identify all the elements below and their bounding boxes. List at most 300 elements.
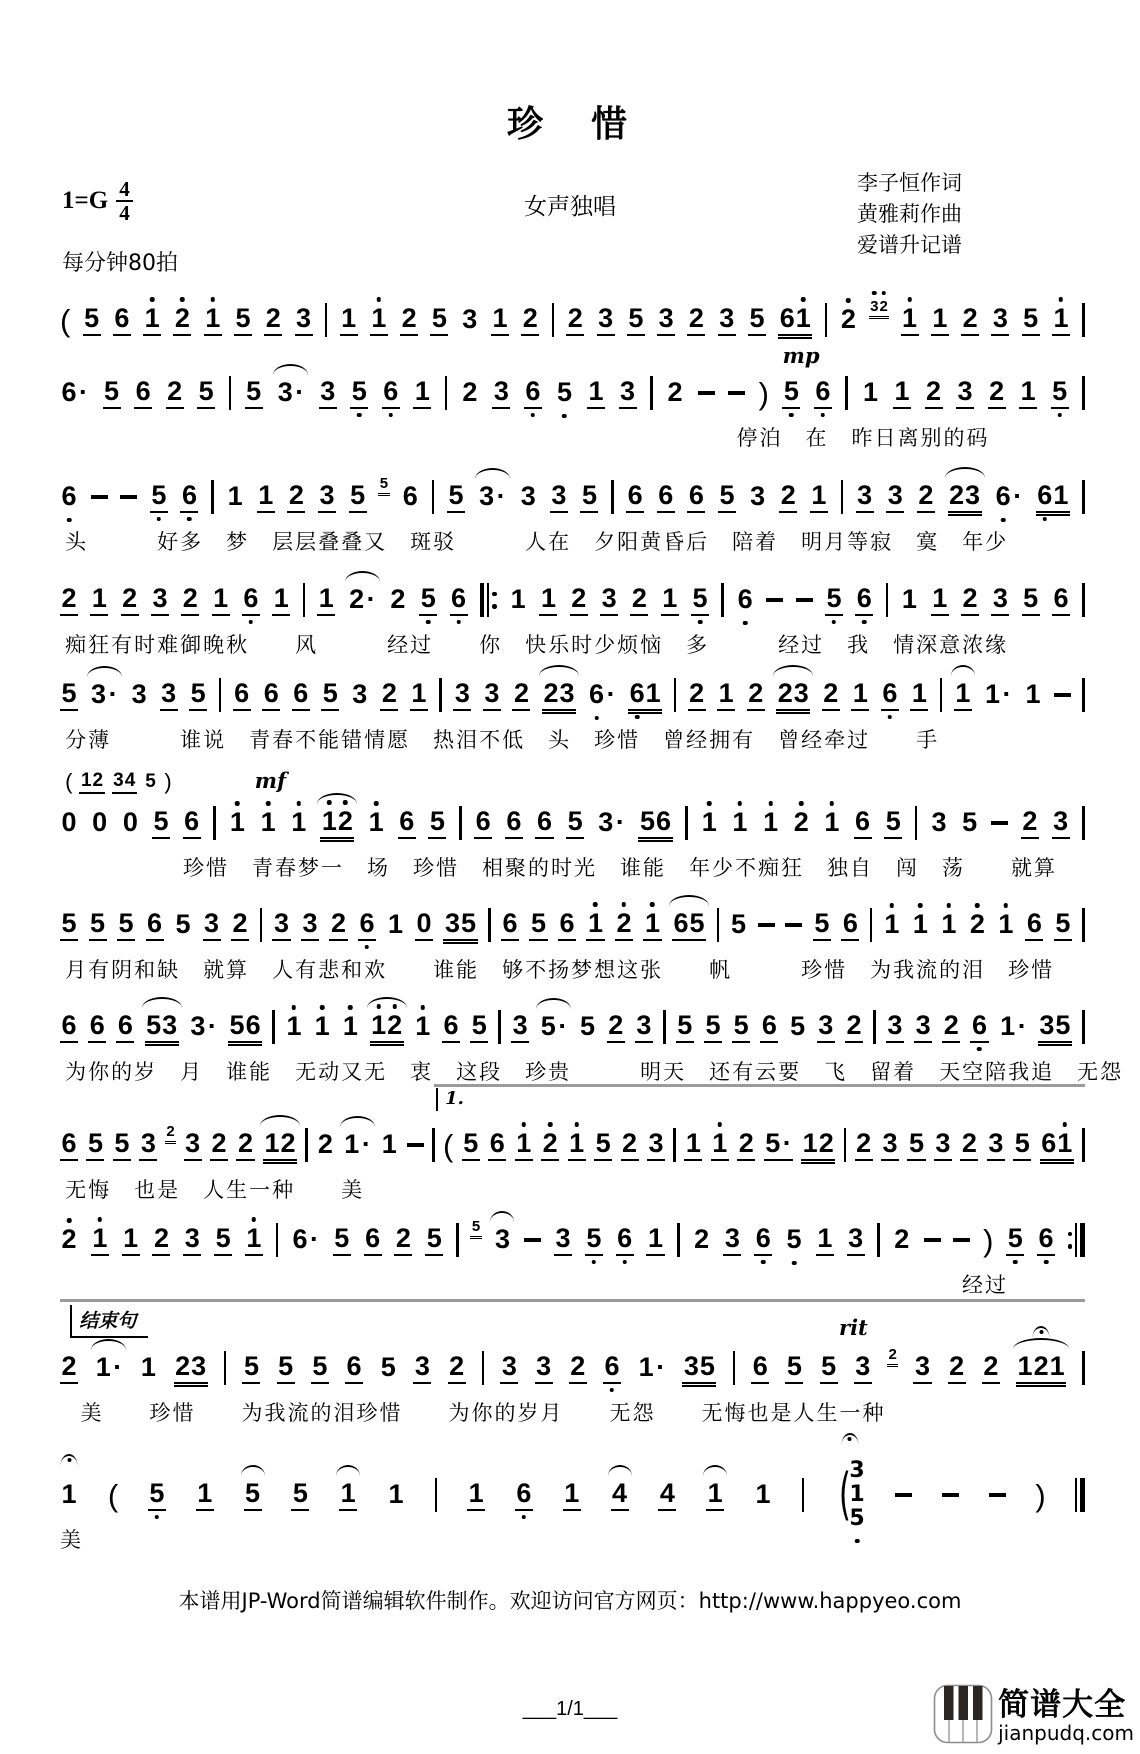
- note: 6: [345, 1352, 363, 1384]
- arpeggio-mark: (: [838, 1461, 851, 1527]
- note: 5: [884, 807, 902, 839]
- note: 5 3: [145, 1011, 179, 1043]
- composer-credit: 黄雅莉作曲: [857, 202, 962, 226]
- barline: [1082, 303, 1085, 337]
- barline: [1082, 1010, 1085, 1044]
- barline: [650, 376, 653, 410]
- note: 5: [580, 481, 598, 513]
- note: 2: [779, 481, 797, 513]
- note: 6: [970, 1011, 988, 1043]
- note: 1: [196, 1479, 214, 1511]
- note: 4: [611, 1479, 629, 1511]
- note: 1: [515, 1129, 533, 1161]
- chord: ( 3 1 5: [834, 1459, 865, 1532]
- note: 5: [529, 909, 547, 941]
- barline: [432, 1128, 435, 1162]
- note: 1: [684, 1129, 702, 1161]
- note: 6: [242, 584, 260, 616]
- note: 3 ·: [190, 1011, 217, 1041]
- grace-note: 2: [166, 1122, 175, 1140]
- note: 5: [785, 1225, 803, 1255]
- song-title: 珍 惜: [506, 103, 633, 145]
- note: 3 5: [682, 1352, 716, 1384]
- note: 2: [960, 1129, 978, 1161]
- slur-arc: [951, 665, 975, 676]
- barline: [432, 480, 435, 514]
- performance-subtitle: 女声独唱: [524, 194, 616, 220]
- note: 3: [462, 304, 478, 334]
- note: 1: [410, 679, 428, 711]
- slur-arc: [703, 1465, 727, 1476]
- note: 5: [148, 1479, 166, 1511]
- note: 3: [856, 481, 874, 513]
- note: 6: [687, 481, 705, 513]
- barline: [673, 1128, 676, 1162]
- note: 2: [630, 584, 648, 616]
- music-system: [60, 768, 1085, 880]
- note: 1: [911, 910, 929, 940]
- note: 1: [931, 304, 949, 336]
- note: 5: [732, 1011, 750, 1043]
- barline: [445, 376, 448, 410]
- note: 2: [541, 1129, 559, 1161]
- lyrics-line: 痴狂有时难御晚秋 风 经过 你 快乐时少烦恼 多 经过 我 情深意浓缘: [65, 633, 1009, 657]
- notation-row: [60, 1217, 1085, 1259]
- note: 1: [954, 679, 972, 711]
- note: 3: [619, 377, 637, 409]
- note: 1 ·: [343, 1130, 372, 1160]
- note: 2 ·: [348, 585, 377, 615]
- note: 1: [851, 679, 869, 711]
- note: 6: [841, 909, 859, 941]
- note: 2: [982, 1352, 1000, 1384]
- barline: [1082, 1128, 1085, 1162]
- note: 1: [228, 808, 246, 838]
- barline: [276, 1223, 279, 1257]
- note: 1: [711, 1129, 729, 1161]
- note: 5: [83, 304, 101, 336]
- note: 1: [91, 1224, 109, 1256]
- note: 2: [287, 481, 305, 513]
- note: 3: [647, 1129, 665, 1161]
- note: 6: [60, 1129, 78, 1161]
- note: 5: [704, 1011, 722, 1043]
- slur-arc: [536, 998, 571, 1009]
- slur-arc: [340, 1116, 375, 1127]
- note: 3: [511, 1011, 529, 1043]
- logo-text: [998, 1686, 1134, 1745]
- note: 2: [845, 1011, 863, 1043]
- lyrics-line: 月有阴和缺 就算 人有悲和欢 谁能 够不扬梦想这张 帆 珍惜 为我流的泪 珍惜: [65, 958, 1055, 982]
- note: 6 1: [1036, 481, 1070, 513]
- note: 1: [823, 808, 841, 838]
- note: 6 1: [778, 304, 812, 336]
- note: 5: [790, 1011, 806, 1041]
- pickup-notes: [65, 770, 172, 794]
- note: 2: [152, 1224, 170, 1256]
- barline: [456, 1223, 459, 1257]
- note: 3 ·: [598, 807, 625, 837]
- slur-arc: [475, 468, 510, 479]
- parenthesis: ): [983, 1222, 994, 1258]
- volta-bracket: [434, 1084, 1085, 1111]
- note: 5: [214, 1224, 232, 1256]
- duration-dash: [91, 495, 108, 499]
- note: 1: [931, 584, 949, 616]
- note: 6: [855, 584, 873, 616]
- duration-dash: [766, 598, 783, 602]
- note: 5: [718, 481, 736, 513]
- note: 2: [570, 584, 588, 616]
- note: 3: [934, 1129, 952, 1161]
- fermata: [61, 1454, 78, 1466]
- parenthesis: (: [107, 1477, 119, 1513]
- note: 1: [1019, 377, 1037, 409]
- barline: [1082, 908, 1085, 942]
- note: 3: [987, 1129, 1005, 1161]
- barline: [459, 806, 462, 840]
- note: 6: [1052, 584, 1070, 616]
- note: 5: [152, 807, 170, 839]
- note: 3: [203, 909, 221, 941]
- note: 1: [140, 1352, 156, 1382]
- note: 5: [748, 304, 766, 336]
- lyrics-line: 珍惜 青春梦一 场 珍惜 相聚的时光 谁能 年少不痴狂 独自 闯 荡 就算: [183, 856, 1057, 880]
- note: 3: [657, 304, 675, 336]
- note: 2: [667, 377, 683, 407]
- note: 6: [146, 909, 164, 941]
- note: 2: [792, 808, 810, 838]
- note: 1: [997, 910, 1015, 940]
- note: 6 5: [672, 909, 706, 941]
- note: 6: [180, 481, 198, 513]
- barline: [844, 1128, 847, 1162]
- barline: [229, 376, 232, 410]
- note: 2: [988, 377, 1006, 409]
- note: 5: [470, 1011, 488, 1043]
- note: 1 2: [263, 1129, 297, 1161]
- barline: [877, 1223, 880, 1257]
- note: 2: [737, 1129, 755, 1161]
- note: 2: [60, 584, 78, 616]
- note: 3: [854, 1352, 872, 1384]
- duration-dash: [758, 923, 775, 927]
- maker-note: [0, 1585, 1140, 1615]
- note: 5: [447, 481, 465, 513]
- note: 1: [910, 679, 928, 711]
- parenthesis: ): [1035, 1477, 1046, 1513]
- note: 5: [60, 679, 78, 711]
- note: 1: [245, 1224, 263, 1256]
- note: 6: [292, 679, 310, 711]
- parenthesis: (: [443, 1127, 454, 1163]
- note: 5 ·: [539, 1012, 568, 1042]
- notation-row: [60, 906, 1085, 944]
- note: 2: [566, 304, 584, 336]
- note: 2: [607, 1011, 625, 1043]
- note: 2: [60, 1352, 78, 1384]
- note: 6: [60, 482, 78, 512]
- note: 2: [231, 909, 249, 941]
- note: 3: [750, 481, 766, 511]
- note: 5: [89, 909, 107, 941]
- barline: [886, 583, 889, 617]
- note: 1 ·: [94, 1353, 123, 1383]
- note: 3: [160, 679, 178, 711]
- barline: [611, 480, 614, 514]
- barline: [260, 908, 263, 942]
- barline: [435, 1478, 438, 1512]
- notation-row: [60, 1122, 1085, 1164]
- note: 1: [341, 1012, 359, 1042]
- note: 1: [272, 584, 290, 616]
- slur-arc: [669, 895, 709, 906]
- note: 6: [382, 377, 400, 409]
- note: 3: [500, 1352, 518, 1384]
- note: 2: [400, 304, 418, 336]
- note: 1: [90, 584, 108, 616]
- note: 1: [60, 1480, 78, 1510]
- end-repeat-barline: [1068, 1223, 1085, 1257]
- note: 1: [122, 1224, 140, 1256]
- music-system: [60, 906, 1085, 982]
- note: 1: [706, 1479, 724, 1511]
- note: 3: [131, 679, 147, 709]
- barline: [825, 303, 828, 337]
- note: 1 ·: [984, 679, 1012, 709]
- note: 3 5: [1038, 1011, 1072, 1043]
- note: 2: [60, 1225, 78, 1255]
- note: 1: [661, 584, 679, 616]
- note: 1: [317, 584, 335, 616]
- note: 6 ·: [292, 1224, 319, 1254]
- note: 5: [825, 584, 843, 616]
- note: 2: [942, 1011, 960, 1043]
- duration-dash: [991, 821, 1008, 825]
- note: 2: [329, 909, 347, 941]
- note: 0: [61, 807, 77, 837]
- note: 3: [272, 909, 290, 941]
- note: 2: [181, 584, 199, 616]
- lyrics-line: 美: [60, 1528, 83, 1552]
- note: 6: [60, 1011, 78, 1043]
- barline: [1082, 480, 1085, 514]
- dynamic-marking: mp: [782, 343, 820, 368]
- note: 3: [318, 481, 336, 513]
- note: 2: [512, 679, 530, 711]
- note: 2: [394, 1224, 412, 1256]
- slur-arc: [1013, 1338, 1069, 1349]
- note: 5: [189, 679, 207, 711]
- ending-section-label: 结束句: [70, 1305, 148, 1338]
- note: 2: [390, 584, 406, 614]
- note: 3 ·: [478, 482, 507, 512]
- note: 6: [736, 585, 754, 615]
- note: 3: [991, 584, 1009, 616]
- note: 5: [1013, 1129, 1031, 1161]
- note: 1: [893, 377, 911, 409]
- transcriber-credit: 爱谱升记谱: [857, 233, 962, 257]
- barline: [211, 480, 214, 514]
- note: 3: [718, 304, 736, 336]
- barline: [1082, 583, 1085, 617]
- barline: [272, 1010, 275, 1044]
- note: 1: [259, 808, 277, 838]
- grace-note: 3 2: [869, 298, 890, 317]
- note: 1: [568, 1129, 586, 1161]
- note: 1 ·: [638, 1352, 666, 1382]
- barline: [685, 806, 688, 840]
- music-system: [60, 676, 1085, 752]
- note: 6 ·: [61, 377, 89, 407]
- note: 5: [86, 1129, 104, 1161]
- note: 6: [113, 304, 131, 336]
- note: 1: [204, 304, 222, 336]
- barline: [940, 678, 943, 712]
- note: 1: [646, 1224, 664, 1256]
- piano-keys-icon: [933, 1684, 993, 1748]
- barline: [1082, 806, 1085, 840]
- note: 6: [134, 377, 152, 409]
- note: 1: [491, 304, 509, 336]
- note: 6 ·: [588, 680, 617, 710]
- duration-dash: [989, 1493, 1006, 1497]
- note: 5: [321, 679, 339, 711]
- barline: [213, 806, 216, 840]
- note: 2: [448, 1352, 466, 1384]
- note: 2: [521, 304, 539, 336]
- note: 5: [103, 377, 121, 409]
- notation-row: [60, 581, 1085, 619]
- note: 1: [539, 584, 557, 616]
- notation-row: [60, 474, 1085, 516]
- note: 6 ·: [994, 482, 1023, 512]
- note: 5: [691, 584, 709, 616]
- note: 6: [358, 909, 376, 941]
- note: 2: [121, 584, 139, 616]
- slur-arc: [539, 665, 579, 676]
- barline: [674, 678, 677, 712]
- note: 6: [515, 1479, 533, 1511]
- note: 5: [244, 1479, 262, 1511]
- note: 5: [277, 1352, 295, 1384]
- note: 6: [364, 1224, 382, 1256]
- note: 6: [603, 1352, 621, 1384]
- note: 5: [242, 1352, 260, 1384]
- note: 2 3: [174, 1352, 208, 1384]
- note: 3: [184, 1129, 202, 1161]
- note: 5: [594, 1129, 612, 1161]
- note: 3: [554, 1224, 572, 1256]
- note: 6: [398, 807, 416, 839]
- note: 1: [313, 1012, 331, 1042]
- note: 1: [212, 584, 230, 616]
- note: 5: [907, 1129, 925, 1161]
- duration-dash: [942, 1493, 959, 1497]
- note: 2: [961, 584, 979, 616]
- barline: [224, 1351, 227, 1385]
- parenthesis: (: [65, 769, 73, 794]
- note: 3: [991, 304, 1009, 336]
- parenthesis: (: [60, 302, 71, 338]
- note: 5: [113, 1129, 131, 1161]
- note: 3: [520, 481, 536, 511]
- note: 1: [563, 1479, 581, 1511]
- note: 5: [1022, 304, 1040, 336]
- barline: [219, 678, 222, 712]
- note: 3: [956, 377, 974, 409]
- begin-repeat-barline: [480, 583, 497, 617]
- note: 1: [370, 304, 388, 336]
- note: 1: [340, 304, 358, 336]
- note: 3: [635, 1011, 653, 1043]
- note: 6: [442, 1011, 460, 1043]
- note: 3: [493, 1225, 511, 1255]
- duration-dash: [785, 923, 802, 927]
- note: 2: [687, 304, 705, 336]
- note: 1 2: [79, 770, 104, 794]
- barline: [870, 908, 873, 942]
- duration-dash: [120, 495, 137, 499]
- note: 3: [886, 1011, 904, 1043]
- note: 1: [414, 1012, 432, 1042]
- note: 5: [419, 584, 437, 616]
- note: 5: [1022, 584, 1040, 616]
- final-barline: [1075, 1478, 1085, 1512]
- notation-row: [60, 374, 1085, 412]
- note: 5 6: [228, 1011, 262, 1043]
- note: 6: [450, 584, 468, 616]
- happyeo-link[interactable]: http://www.happyeo.com: [698, 1589, 962, 1613]
- notation-row: [60, 297, 1085, 339]
- credits: [857, 168, 962, 261]
- note: 2: [317, 1129, 333, 1159]
- note: 6: [751, 1352, 769, 1384]
- parenthesis: ): [758, 375, 769, 411]
- note: 5: [350, 377, 368, 409]
- duration-dash: [407, 1143, 424, 1147]
- barline: [1082, 678, 1085, 712]
- note: 6: [754, 1224, 772, 1256]
- slur-arc: [345, 571, 380, 582]
- note: 1: [339, 1479, 357, 1511]
- note: 1 2: [320, 807, 354, 839]
- barline: [1082, 1351, 1085, 1385]
- slur-arc: [945, 467, 985, 478]
- note: 3: [151, 584, 169, 616]
- slur-arc: [367, 997, 407, 1008]
- note: 1: [731, 808, 749, 838]
- note: 6 1: [628, 679, 662, 711]
- note: 6: [558, 909, 576, 941]
- note: 1: [1052, 304, 1070, 336]
- barline: [845, 376, 848, 410]
- duration-dash: [924, 1238, 941, 1242]
- barline: [488, 908, 491, 942]
- key-label: 1=G: [62, 187, 109, 215]
- note: 5: [1054, 909, 1072, 941]
- note: 6: [854, 807, 872, 839]
- note: 1: [257, 481, 275, 513]
- note: 1: [587, 377, 605, 409]
- note: 1: [700, 808, 718, 838]
- note: 5: [425, 1224, 443, 1256]
- barline: [733, 1351, 736, 1385]
- note: 6: [881, 679, 899, 711]
- note: 5: [676, 1011, 694, 1043]
- note: 6: [183, 807, 201, 839]
- dynamic-marking: mf: [254, 768, 287, 793]
